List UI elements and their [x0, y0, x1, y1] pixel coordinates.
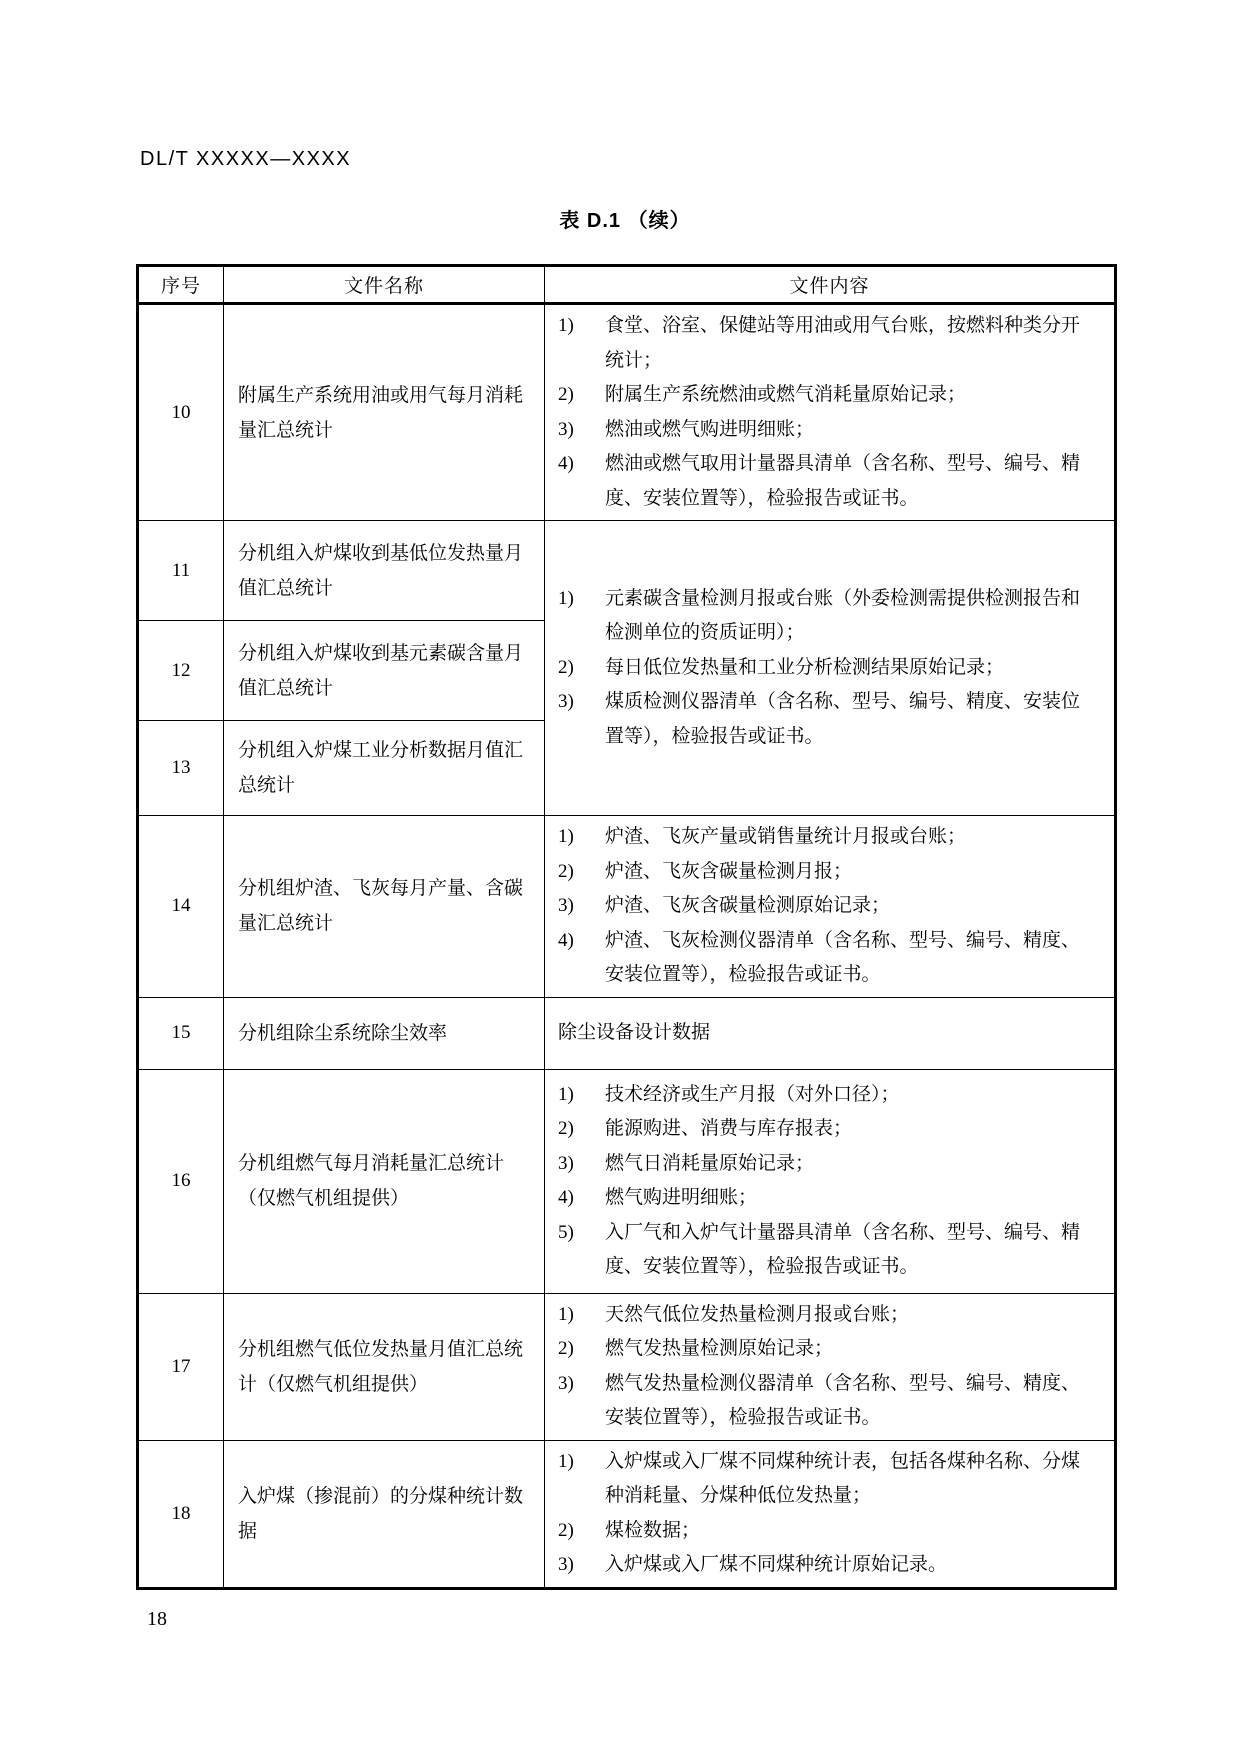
list-item-number: 1) [558, 315, 574, 336]
list-item-text: 入炉煤或入厂煤不同煤种统计原始记录。 [605, 1554, 948, 1575]
row-number-cell: 12 [138, 621, 224, 721]
content-list-item [545, 378, 1114, 413]
table-row [138, 1069, 1116, 1293]
row-number-cell: 13 [138, 721, 224, 816]
table-row [138, 1293, 1116, 1440]
list-item-text: 炉渣、飞灰检测仪器清单（含名称、型号、编号、精度、安装位置等），检验报告或证书。 [605, 929, 1081, 985]
content-list [545, 816, 1114, 997]
list-item-text: 炉渣、飞灰含碳量检测月报； [605, 860, 853, 882]
content-list-item [545, 1332, 1114, 1367]
table-row [138, 521, 1116, 621]
table-row [138, 816, 1116, 998]
list-item-text: 燃油或燃气取用计量器具清单（含名称、型号、编号、精度、安装位置等），检验报告或证书。 [605, 453, 1081, 509]
list-item-text: 煤质检测仪器清单（含名称、型号、编号、精度、安装位置等），检验报告或证书。 [605, 691, 1081, 747]
list-item-number: 3) [558, 1554, 574, 1575]
row-number-cell: 15 [138, 997, 224, 1069]
list-item-number: 5) [558, 1221, 574, 1243]
list-item-text: 炉渣、飞灰含碳量检测原始记录； [605, 895, 891, 916]
file-content-cell [545, 997, 1116, 1069]
column-header-content: 文件内容 [545, 266, 1116, 304]
file-content-cell [545, 1069, 1116, 1293]
content-list-item [545, 1078, 1114, 1113]
list-item-number: 2) [558, 1338, 574, 1359]
list-item-number: 1) [558, 1450, 574, 1472]
list-item-number: 3) [558, 691, 574, 713]
row-number-cell: 11 [138, 521, 224, 621]
file-name-cell: 分机组入炉煤收到基元素碳含量月值汇总统计 [224, 621, 545, 721]
file-name-cell: 分机组燃气每月消耗量汇总统计（仅燃气机组提供） [224, 1069, 545, 1293]
list-item-number: 3) [558, 418, 574, 440]
list-item-number: 3) [558, 1152, 574, 1174]
content-list-item [545, 1181, 1114, 1216]
list-item-text: 入炉煤或入厂煤不同煤种统计表，包括各煤种名称、分煤种消耗量、分煤种低位发热量； [605, 1450, 1081, 1506]
list-item-text: 炉渣、飞灰产量或销售量统计月报或台账； [605, 826, 967, 847]
list-item-text: 天然气低位发热量检测月报或台账； [605, 1303, 910, 1325]
list-item-number: 2) [558, 1118, 574, 1139]
list-item-number: 2) [558, 384, 574, 405]
list-item-number: 2) [558, 656, 574, 678]
file-name-cell: 分机组入炉煤收到基低位发热量月值汇总统计 [224, 521, 545, 621]
content-list-item [545, 1147, 1114, 1182]
list-item-text: 元素碳含量检测月报或台账（外委检测需提供检测报告和检测单位的资质证明）； [605, 587, 1081, 644]
table-header-row [138, 266, 1116, 304]
content-list [545, 578, 1114, 759]
list-item-number: 4) [558, 1187, 574, 1208]
content-list-item [545, 1298, 1114, 1333]
file-name-cell: 入炉煤（掺混前）的分煤种统计数据 [224, 1440, 545, 1588]
list-item-text: 附属生产系统燃油或燃气消耗量原始记录； [605, 384, 967, 405]
file-content-cell [545, 816, 1116, 998]
content-list-item [545, 1112, 1114, 1147]
content-list [545, 1441, 1114, 1587]
content-list-item [545, 1548, 1114, 1583]
list-item-number: 2) [558, 860, 574, 882]
list-item-number: 1) [558, 826, 574, 847]
content-list-item [545, 413, 1114, 448]
content-text: 除尘设备设计数据 [558, 1022, 711, 1043]
list-item-text: 燃气发热量检测仪器清单（含名称、型号、编号、精度、安装位置等），检验报告或证书。 [605, 1372, 1081, 1428]
list-item-text: 技术经济或生产月报（对外口径）； [605, 1083, 900, 1105]
list-item-number: 1) [558, 587, 574, 609]
content-list-item [545, 855, 1114, 890]
table-row [138, 997, 1116, 1069]
list-item-text: 燃气发热量检测原始记录； [605, 1338, 834, 1359]
content-list [545, 1074, 1114, 1289]
column-header-no: 序号 [138, 266, 224, 304]
row-number-cell: 16 [138, 1069, 224, 1293]
doc-code: DL/T XXXXX—XXXX [140, 148, 352, 170]
list-item-number: 1) [558, 1303, 574, 1325]
list-item-text: 燃气购进明细账； [605, 1187, 758, 1208]
list-item-text: 每日低位发热量和工业分析检测结果原始记录； [605, 656, 1005, 678]
file-name-cell: 分机组除尘系统除尘效率 [224, 997, 545, 1069]
content-list-item [545, 1445, 1114, 1514]
content-list [545, 1294, 1114, 1440]
content-list-item [545, 309, 1114, 378]
list-item-text: 燃油或燃气购进明细账； [605, 418, 815, 440]
row-number-cell: 10 [138, 304, 224, 521]
list-item-number: 4) [558, 929, 574, 951]
content-list-item [545, 1216, 1114, 1285]
content-list-item [545, 1367, 1114, 1436]
list-item-number: 3) [558, 895, 574, 916]
file-name-cell: 附属生产系统用油或用气每月消耗量汇总统计 [224, 304, 545, 521]
list-item-text: 能源购进、消费与库存报表； [605, 1118, 853, 1139]
file-name-cell: 分机组炉渣、飞灰每月产量、含碳量汇总统计 [224, 816, 545, 998]
document-table [136, 264, 1117, 1590]
file-name-cell: 分机组燃气低位发热量月值汇总统计（仅燃气机组提供） [224, 1293, 545, 1440]
table-row [138, 304, 1116, 521]
content-list-item [545, 889, 1114, 924]
list-item-text: 煤检数据； [605, 1519, 701, 1541]
row-number-cell: 14 [138, 816, 224, 998]
column-header-name: 文件名称 [224, 266, 545, 304]
file-content-cell [545, 1293, 1116, 1440]
row-number-cell: 18 [138, 1440, 224, 1588]
list-item-text: 食堂、浴室、保健站等用油或用气台账，按燃料种类分开统计； [605, 315, 1081, 371]
content-list-item [545, 1514, 1114, 1549]
list-item-number: 2) [558, 1519, 574, 1541]
content-list-item [545, 820, 1114, 855]
row-number-cell: 17 [138, 1293, 224, 1440]
page-number: 18 [147, 1608, 167, 1630]
content-list-item [545, 582, 1114, 651]
table-title: 表 D.1 （续） [559, 210, 691, 232]
list-item-number: 3) [558, 1372, 574, 1394]
list-item-number: 1) [558, 1083, 574, 1105]
file-name-cell: 分机组入炉煤工业分析数据月值汇总统计 [224, 721, 545, 816]
list-item-number: 4) [558, 453, 574, 474]
table-row [138, 1440, 1116, 1588]
content-list [545, 305, 1114, 520]
content-list-item [545, 447, 1114, 516]
content-list-item [545, 685, 1114, 754]
file-content-cell-merged [545, 521, 1116, 816]
content-list-item [545, 651, 1114, 686]
list-item-text: 燃气日消耗量原始记录； [605, 1152, 815, 1174]
content-list-item [545, 924, 1114, 993]
file-content-cell [545, 1440, 1116, 1588]
list-item-text: 入厂气和入炉气计量器具清单（含名称、型号、编号、精度、安装位置等），检验报告或证书。 [605, 1221, 1081, 1277]
file-content-cell [545, 304, 1116, 521]
